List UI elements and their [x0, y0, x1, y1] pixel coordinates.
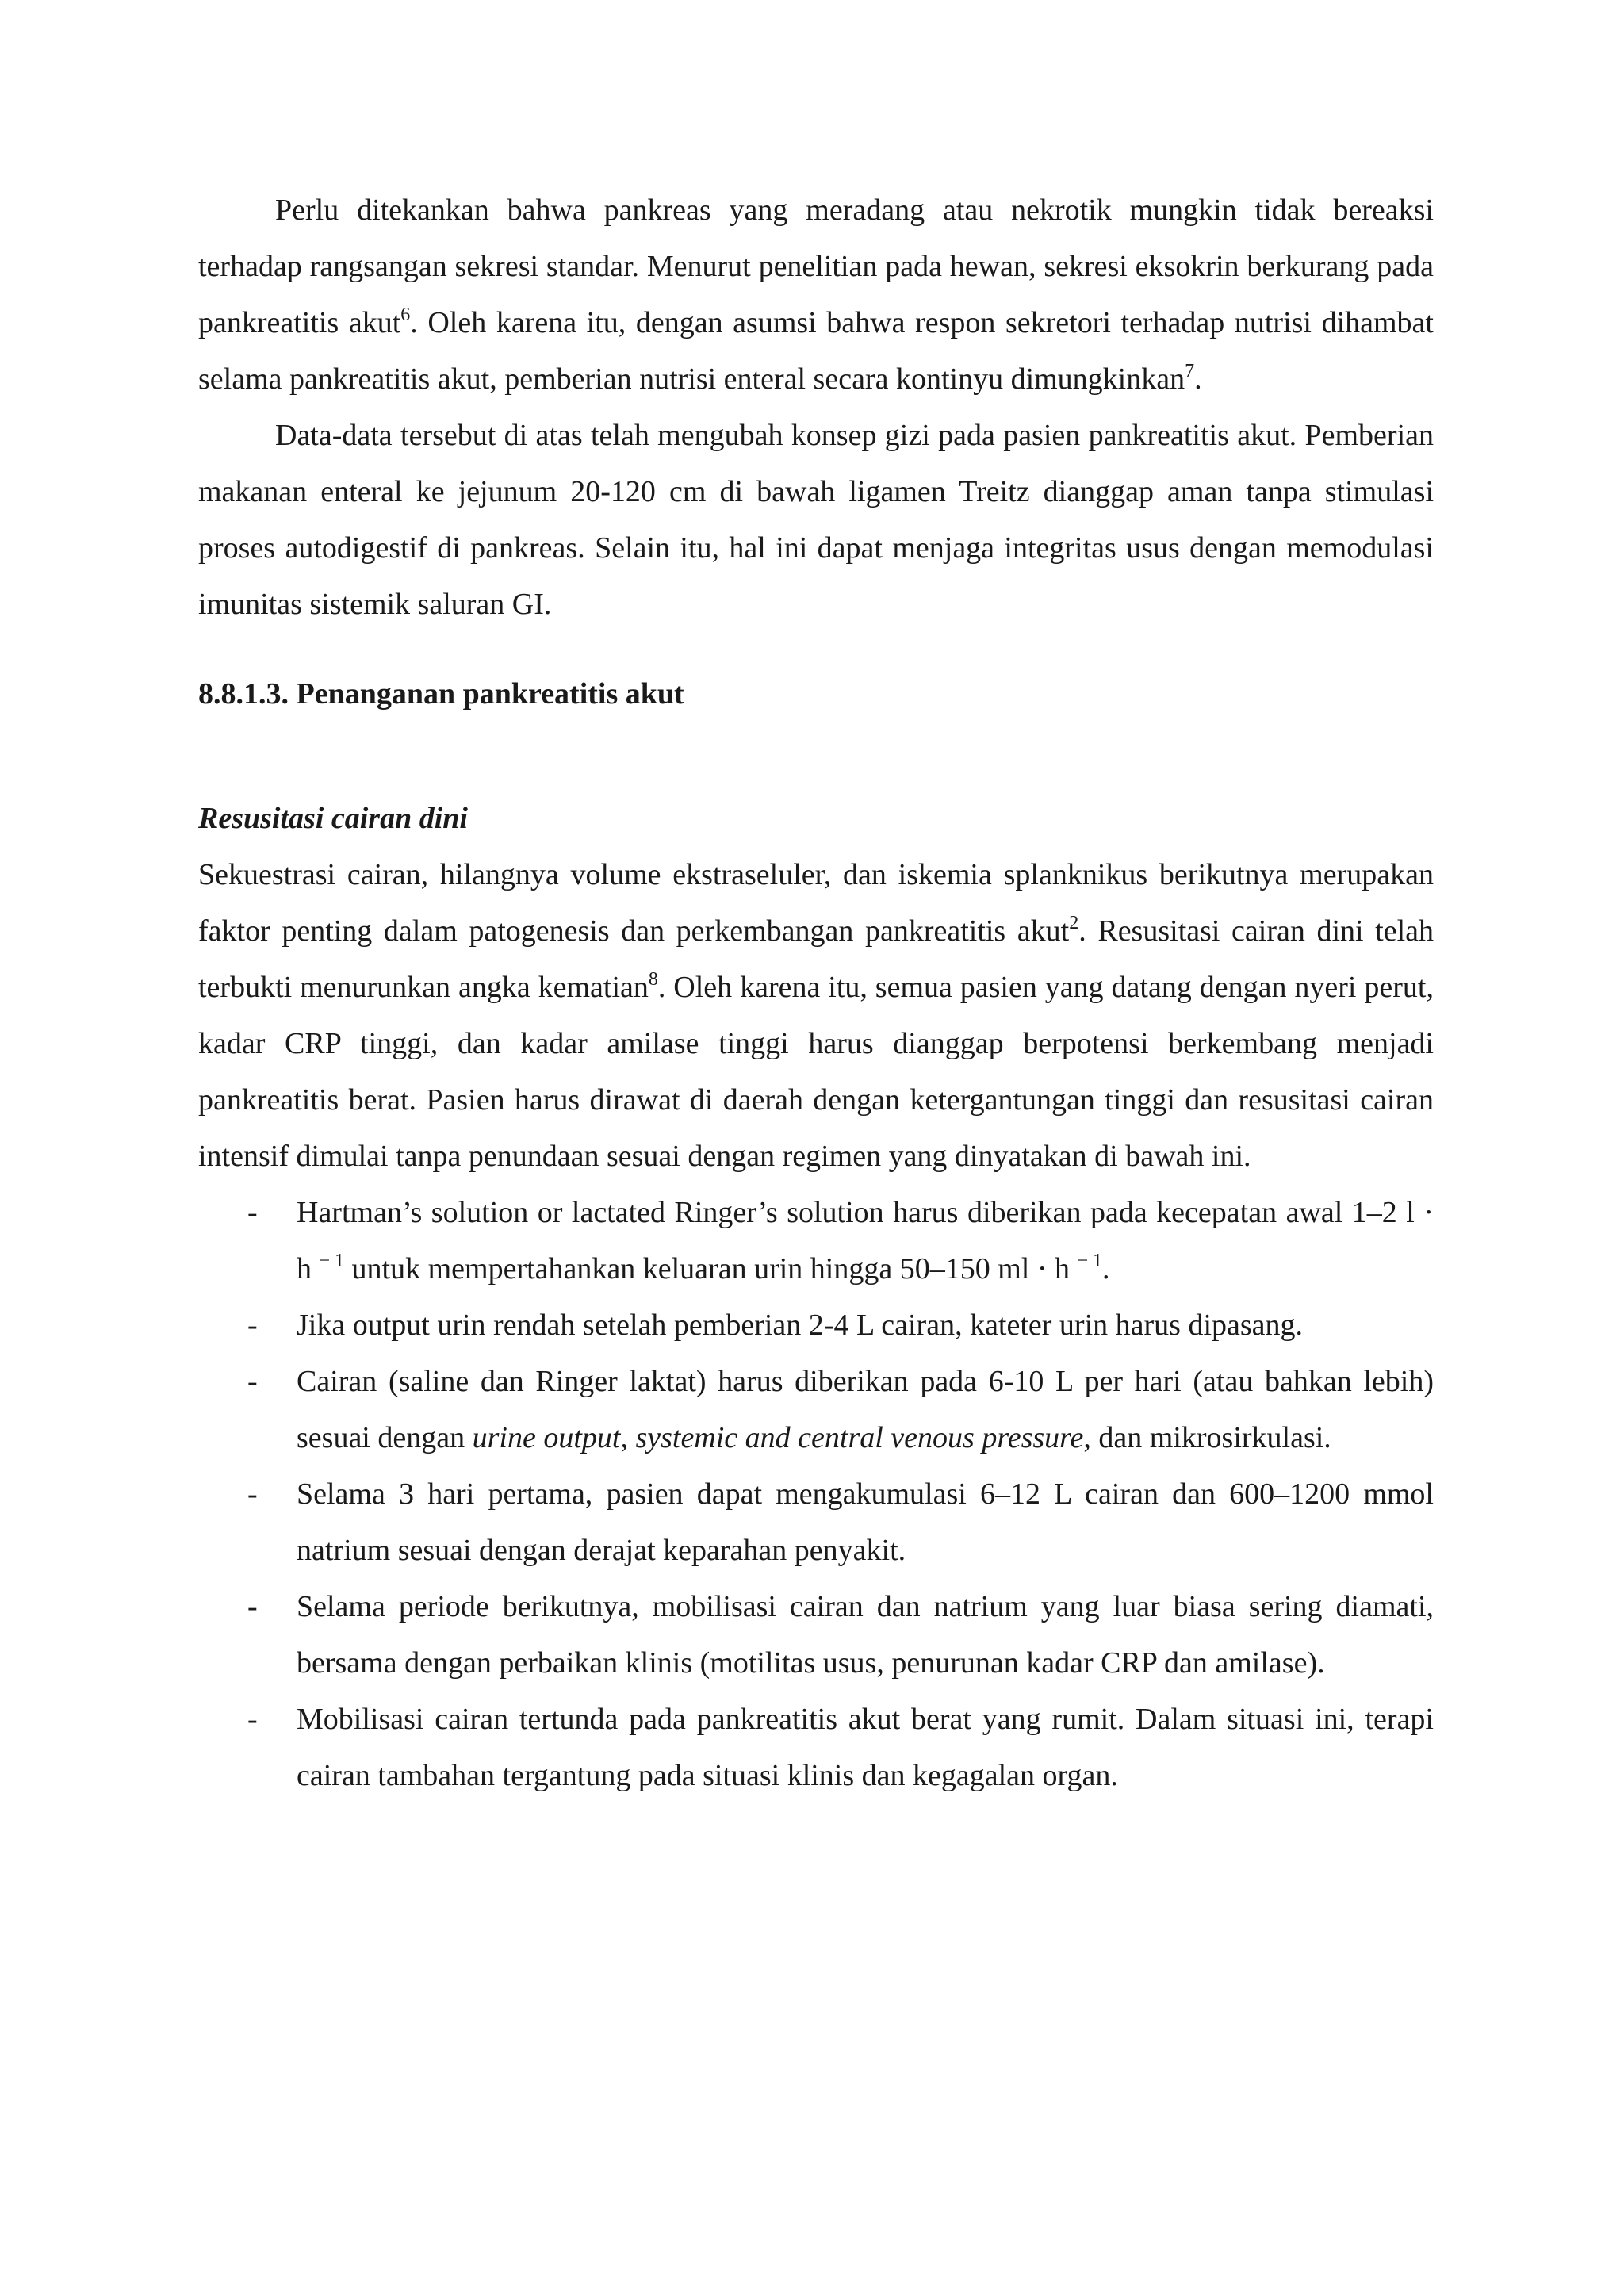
list-item [198, 1297, 1434, 1354]
citation-superscript: 7 [1185, 361, 1195, 381]
paragraph-text: Sekuestrasi cairan, hilangnya volume ekstraseluler, dan iskemia splanknikus berikutnya merupakan faktor penting dalam patogenesis dan perkembangan pankreatitis akut [198, 858, 1434, 948]
dash-bullet-icon: - [247, 1703, 258, 1736]
list-item [198, 1692, 1434, 1804]
dash-bullet-icon: - [247, 1196, 258, 1229]
subsection-heading: Resusitasi cairan dini [198, 802, 468, 835]
citation-superscript: 2 [1069, 913, 1079, 933]
list-item-text: , [620, 1421, 636, 1454]
document-page [198, 182, 1434, 1804]
paragraph-nutrition: Data-data tersebut di atas telah mengubah konsep gizi pada pasien pankreatitis akut. Pemberian makanan enteral ke jejunum 20-120 cm di bawah ligamen Treitz dianggap aman tanpa stimulasi proses autodigestif di pankreas. Selain itu, hal ini dapat menjaga integritas usus dengan memodulasi imunitas sistemik saluran GI. [198, 419, 1434, 621]
regimen-list [198, 1185, 1434, 1804]
list-item [198, 1354, 1434, 1466]
unit-exponent: − 1 [319, 1251, 345, 1271]
paragraph-text: . [1194, 362, 1202, 396]
list-item-text: Hartman’s solution or lactated Ringer’s solution harus diberikan pada kecepatan awal 1–2 l · h [297, 1196, 1434, 1285]
paragraph-text: Perlu ditekankan bahwa pankreas yang meradang atau nekrotik mungkin tidak bereaksi terhadap rangsangan sekresi standar. Menurut penelitian pada hewan, sekresi eksokrin berkurang pada pankreatitis akut [198, 193, 1434, 339]
list-item [198, 1466, 1434, 1579]
dash-bullet-icon: - [247, 1308, 258, 1342]
dash-bullet-icon: - [247, 1477, 258, 1511]
paragraph-secretion [198, 182, 1434, 408]
italic-term: systemic and central venous pressure [635, 1421, 1084, 1454]
paragraph-text: . Oleh karena itu, semua pasien yang datang dengan nyeri perut, kadar CRP tinggi, dan kadar amilase tinggi harus dianggap berpotensi berkembang menjadi pankreatitis berat. Pasien harus dirawat di daerah dengan ketergantungan tinggi dan resusitasi cairan intensif dimulai tanpa penundaan sesuai dengan regimen yang dinyatakan di bawah ini. [198, 971, 1434, 1173]
list-item [198, 1579, 1434, 1692]
list-item-text: Selama 3 hari pertama, pasien dapat mengakumulasi 6–12 L cairan dan 600–1200 mmol natrium sesuai dengan derajat keparahan penyakit. [297, 1477, 1434, 1567]
section-heading: 8.8.1.3. Penanganan pankreatitis akut [198, 677, 684, 711]
list-item-text: Selama periode berikutnya, mobilisasi cairan dan natrium yang luar biasa sering diamati, bersama dengan perbaikan klinis (motilitas usus, penurunan kadar CRP dan amilase). [297, 1590, 1434, 1680]
list-item-text: Mobilisasi cairan tertunda pada pankreatitis akut berat yang rumit. Dalam situasi ini, terapi cairan tambahan tergantung pada situasi klinis dan kegagalan organ. [297, 1703, 1434, 1792]
paragraph-text: . Oleh karena itu, dengan asumsi bahwa respon sekretori terhadap nutrisi dihambat selama pankreatitis akut, pemberian nutrisi enteral secara kontinyu dimungkinkan [198, 306, 1434, 396]
citation-superscript: 6 [400, 305, 411, 325]
dash-bullet-icon: - [247, 1365, 258, 1398]
paragraph-resuscitation [198, 847, 1434, 1185]
list-item-text: untuk mempertahankan keluaran urin hingga 50–150 ml · h [344, 1252, 1078, 1285]
list-item-text: , dan mikrosirkulasi. [1083, 1421, 1331, 1454]
citation-superscript: 8 [648, 969, 658, 990]
list-item-text: Jika output urin rendah setelah pemberian 2-4 L cairan, kateter urin harus dipasang. [297, 1308, 1304, 1342]
paragraph-text: . Resusitasi cairan dini telah terbukti menurunkan angka kematian [198, 914, 1434, 1004]
dash-bullet-icon: - [247, 1590, 258, 1623]
unit-exponent: − 1 [1077, 1251, 1103, 1271]
list-item-text: . [1102, 1252, 1110, 1285]
italic-term: urine output [472, 1421, 621, 1454]
list-item [198, 1185, 1434, 1297]
list-item-text: Cairan (saline dan Ringer laktat) harus diberikan pada 6-10 L per hari (atau bahkan lebih) sesuai dengan [297, 1365, 1434, 1454]
